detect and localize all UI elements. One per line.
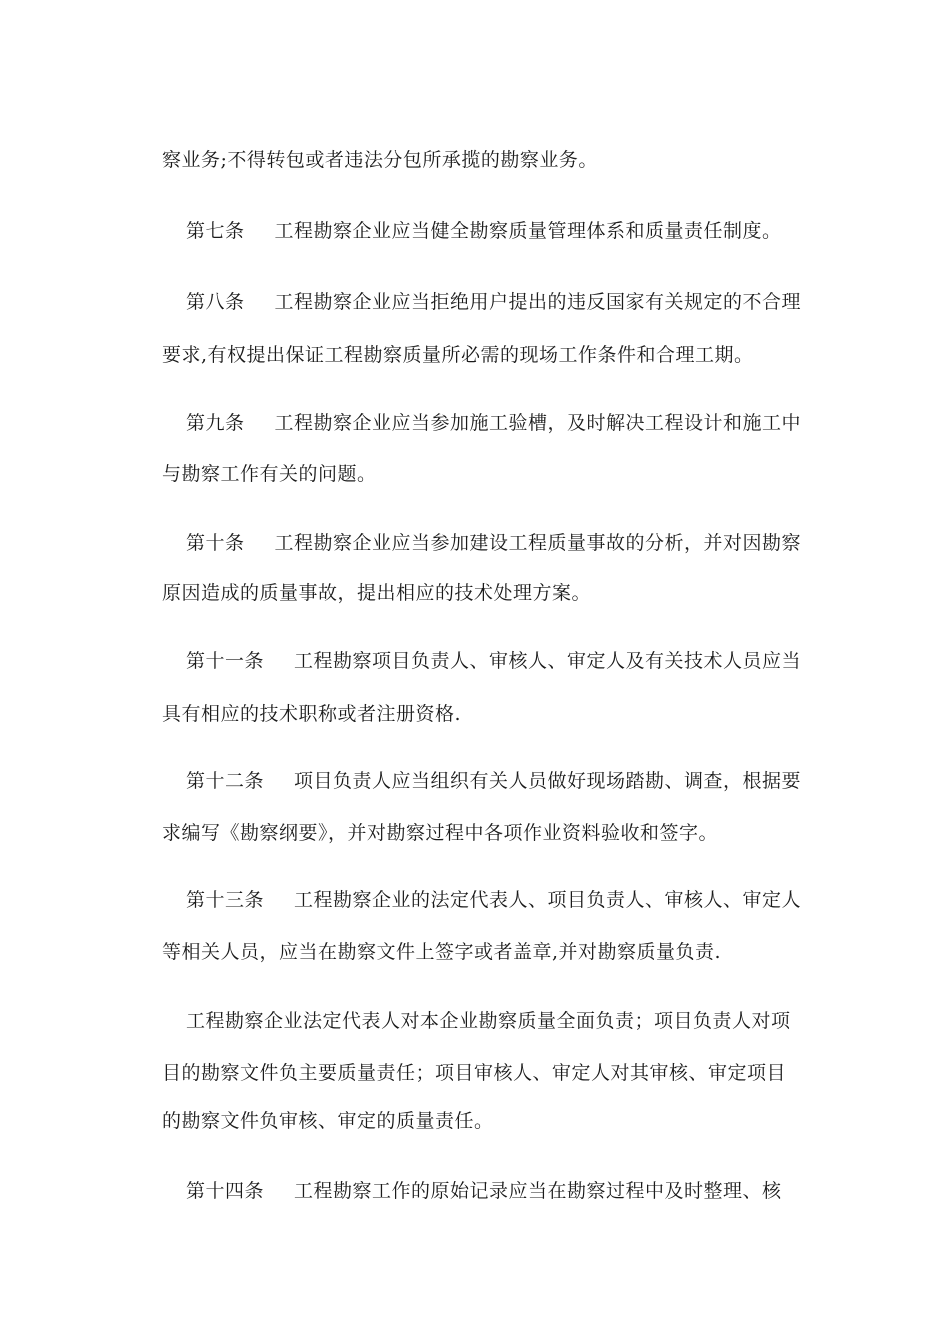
- article-text: 工程勘察企业应当参加施工验槽，及时解决工程设计和施工中: [274, 412, 802, 434]
- paragraph-line: 与勘察工作有关的问题。: [162, 463, 377, 485]
- article-number: 第十四条: [186, 1180, 265, 1202]
- paragraph-line: 求编写《勘察纲要》，并对勘察过程中各项作业资料验收和签字。: [162, 822, 719, 844]
- article-text: 工程勘察企业应当参加建设工程质量事故的分析，并对因勘察: [274, 532, 802, 554]
- article-number: 第八条: [186, 291, 245, 313]
- article-14-line: [186, 1178, 826, 1204]
- paragraph-line: 要求,有权提出保证工程勘察质量所必需的现场工作条件和合理工期。: [162, 344, 754, 366]
- article-text: 工程勘察工作的原始记录应当在勘察过程中及时整理、核: [294, 1180, 782, 1202]
- article-12-line: [186, 768, 826, 794]
- article-text: 项目负责人应当组织有关人员做好现场踏勘、调查，根据要: [294, 770, 802, 792]
- paragraph-line: 目的勘察文件负主要质量责任；项目审核人、审定人对其审核、审定项目: [162, 1062, 787, 1084]
- article-text: 工程勘察企业应当拒绝用户提出的违反国家有关规定的不合理: [274, 291, 802, 313]
- paragraph-line: 原因造成的质量事故，提出相应的技术处理方案。: [162, 582, 592, 604]
- paragraph-line: 等相关人员，应当在勘察文件上签字或者盖章,并对勘察质量负责.: [162, 941, 722, 963]
- article-text: 工程勘察企业的法定代表人、项目负责人、审核人、审定人: [294, 889, 802, 911]
- article-number: 第十一条: [186, 650, 265, 672]
- paragraph-line: 具有相应的技术职称或者注册资格.: [162, 703, 462, 725]
- article-number: 第十条: [186, 532, 245, 554]
- article-number: 第十三条: [186, 889, 265, 911]
- article-number: 第七条: [186, 220, 245, 242]
- paragraph-line: 工程勘察企业法定代表人对本企业勘察质量全面负责；项目负责人对项: [186, 1010, 791, 1032]
- article-text: 工程勘察企业应当健全勘察质量管理体系和质量责任制度。: [274, 220, 782, 242]
- article-8-line: [186, 289, 826, 315]
- article-10-line: [186, 530, 826, 556]
- article-number: 第九条: [186, 412, 245, 434]
- paragraph-line: 察业务;不得转包或者违法分包所承揽的勘察业务。: [162, 149, 598, 171]
- article-text: 工程勘察项目负责人、审核人、审定人及有关技术人员应当: [294, 650, 802, 672]
- article-11-line: [186, 648, 826, 674]
- article-7-line: [186, 218, 826, 244]
- article-number: 第十二条: [186, 770, 265, 792]
- article-9-line: [186, 410, 826, 436]
- paragraph-line: 的勘察文件负审核、审定的质量责任。: [162, 1110, 494, 1132]
- article-13-line: [186, 887, 826, 913]
